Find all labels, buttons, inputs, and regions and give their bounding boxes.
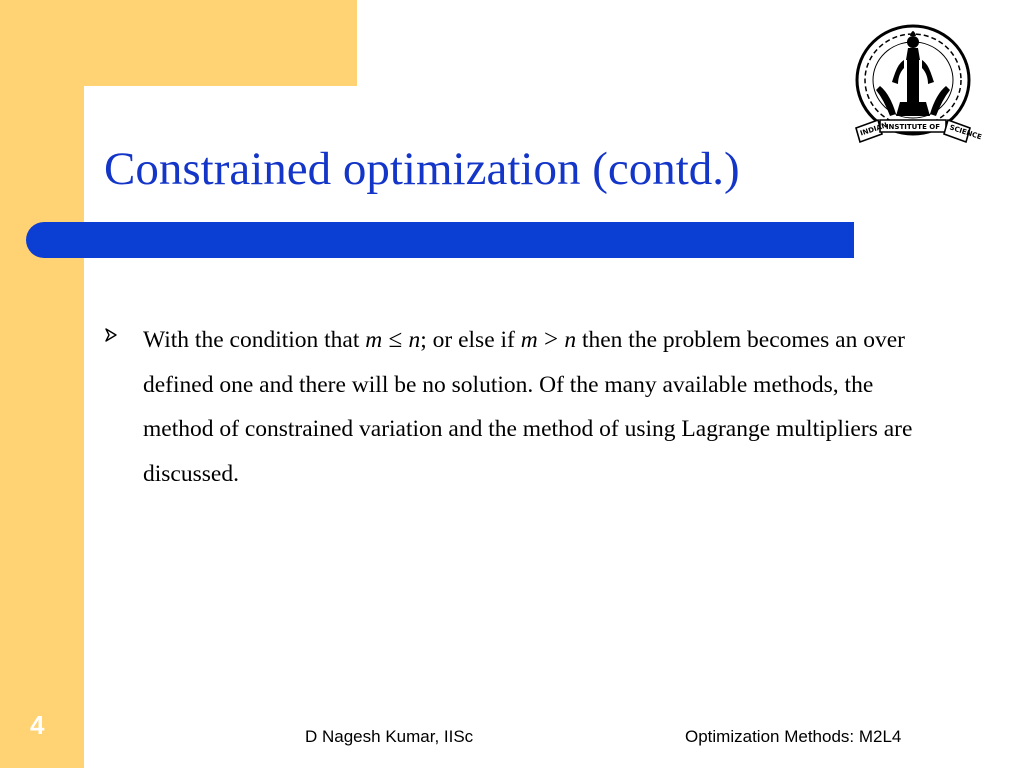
logo-text-bottom: SCIENCE [948,123,983,142]
math-n: n [408,327,421,353]
slide-title: Constrained optimization (contd.) [104,143,740,195]
arrowhead-bullet-icon [103,327,119,343]
left-accent-band [0,0,84,768]
page-number: 4 [30,710,45,740]
math-m-else: m [520,327,538,353]
math-leq: ≤ [382,326,409,353]
iisc-emblem-icon [852,24,983,148]
math-n-else: n [564,327,577,353]
title-underline-bar [26,222,854,258]
bullet-rest: then the problem becomes an over defined one and there will be no solution. Of the many available methods, the method of constrained variation and the method of using Lagrange multipliers are discussed. [143,327,913,487]
top-accent-block [0,0,357,86]
logo-text-mid: INSTITUTE OF [885,123,941,131]
math-gt: > [537,326,565,353]
bullet-mid: ; or else if [420,327,521,353]
logo-text-top: INDIAN [859,121,889,138]
footer-course: Optimization Methods: M2L4 [685,727,902,746]
bullet-intro: With the condition that [143,327,366,353]
math-m: m [365,327,383,353]
footer-author: D Nagesh Kumar, IISc [305,727,474,746]
bullet-text [143,318,943,496]
